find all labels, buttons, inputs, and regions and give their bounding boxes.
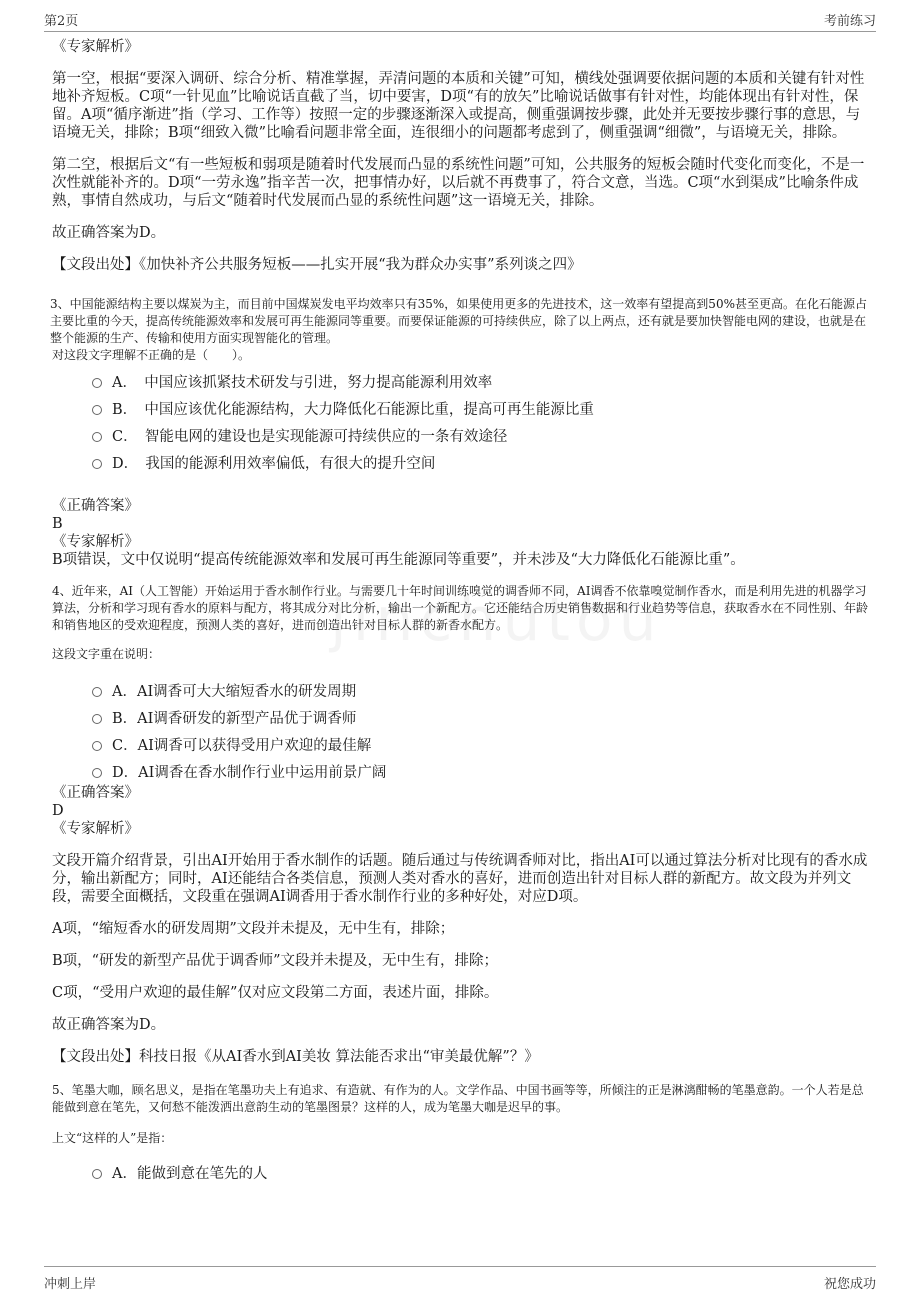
option-label: A．能做到意在笔先的人 (112, 1165, 268, 1182)
q4-analysis-p1: 文段开篇介绍背景，引出AI开始用于香水制作的话题。随后通过与传统调香师对比，指出AI可以通过算法分析对比现有的香水成分，输出新配方；同时，AI还能结合各类信息，预测人类对香水的喜好，进而创造出针对目标人群的新配方。故文段为并列文段，需要全面概括，文段重在强调AI调香用于香水制作行业的多种好处，对应D项。 (52, 853, 868, 905)
q4-source: 【文段出处】科技日报《从AI香水到AI美妆 算法能否求出“审美最优解”？》 (52, 1049, 539, 1065)
option-label: B．AI调香研发的新型产品优于调香师 (112, 710, 357, 727)
q3-option-c[interactable] (92, 426, 872, 444)
q4-analysis-b: B项，“研发的新型产品优于调香师”文段并未提及，无中生有，排除； (52, 953, 498, 969)
q4-answer-label: 《正确答案》 (52, 785, 139, 801)
q3-option-b[interactable] (92, 399, 872, 417)
radio-icon[interactable] (92, 405, 102, 415)
q4-option-d[interactable] (92, 762, 872, 780)
radio-icon[interactable] (92, 459, 102, 469)
page-number: 第2页 (44, 14, 79, 29)
q4-option-b[interactable] (92, 708, 872, 726)
option-label: C．AI调香可以获得受用户欢迎的最佳解 (112, 737, 372, 754)
option-label: C． 智能电网的建设也是实现能源可持续供应的一条有效途径 (112, 428, 508, 445)
radio-icon[interactable] (92, 768, 102, 778)
q4-option-a[interactable] (92, 681, 872, 699)
q5-option-a[interactable] (92, 1163, 872, 1181)
q2-analysis-p1: 第一空，根据“要深入调研、综合分析、精准掌握，弄清问题的本质和关键”可知，横线处强调要依据问题的本质和关键有针对性地补齐短板。C项“一针见血”比喻说话直截了当，切中要害，D项“有的放矢”比喻说话做事有针对性，均能体现出有针对性，保留。A项“循序渐进”指（学习、工作等）按照一定的步骤逐渐深入或提高，侧重强调按步骤，此处并无要按步骤行事的意思，与语境无关，排除；B项“细致入微”比喻看问题非常全面，连很细小的问题都考虑到了，侧重强调“细微”，与语境无关，排除。 (52, 71, 865, 141)
q3-option-d[interactable] (92, 453, 872, 471)
q2-analysis-p2: 第二空，根据后文“有一些短板和弱项是随着时代发展而凸显的系统性问题”可知，公共服务的短板会随时代变化而变化，不是一次性就能补齐的。D项“一劳永逸”指辛苦一次，把事情办好，以后就不再费事了，符合文意，当选。C项“水到渠成”比喻条件成熟，事情自然成功，与后文“随着时代发展而凸显的系统性问题”这一语境无关，排除。 (52, 157, 865, 209)
page-header (44, 8, 876, 32)
q4-question: 这段文字重在说明： (52, 647, 161, 661)
q5-stem: 5、笔墨大咖，顾名思义，是指在笔墨功夫上有追求、有造就、有作为的人。文学作品、中国书画等等，所倾注的正是淋漓酣畅的笔墨意韵。一个人若是总能做到意在笔先，又何愁不能泼洒出意韵生动的笔墨图景？这样的人，成为笔墨大咖是迟早的事。 (52, 1083, 864, 1114)
radio-icon[interactable] (92, 714, 102, 724)
q2-conclusion: 故正确答案为D。 (52, 225, 166, 241)
q4-answer: D (52, 803, 64, 819)
footer-left: 冲刺上岸 (44, 1277, 97, 1292)
page-content (52, 38, 872, 1190)
q5-question: 上文“这样的人”是指： (52, 1131, 173, 1145)
q3-option-a[interactable] (92, 372, 872, 390)
q2-source: 【文段出处】《加快补齐公共服务短板——扎实开展“我为群众办实事”系列谈之四》 (52, 257, 582, 273)
q4-option-c[interactable] (92, 735, 872, 753)
option-label: D．AI调香在香水制作行业中运用前景广阔 (112, 764, 387, 781)
q3-answer: B (52, 516, 63, 532)
option-label: D． 我国的能源利用效率偏低，有很大的提升空间 (112, 455, 436, 472)
q4-conclusion: 故正确答案为D。 (52, 1017, 166, 1033)
q4-analysis-a: A项，“缩短香水的研发周期”文段并未提及，无中生有，排除； (52, 921, 455, 937)
radio-icon[interactable] (92, 687, 102, 697)
q3-answer-label: 《正确答案》 (52, 498, 139, 514)
page-footer (44, 1266, 876, 1292)
q3-analysis: B项错误，文中仅说明“提高传统能源效率和发展可再生能源同等重要”，并未涉及“大力降低化石能源比重”。 (52, 552, 745, 568)
option-label: A． 中国应该抓紧技术研发与引进，努力提高能源利用效率 (112, 374, 493, 391)
q2-analysis-label: 《专家解析》 (52, 39, 139, 55)
option-label: B． 中国应该优化能源结构，大力降低化石能源比重，提高可再生能源比重 (112, 401, 594, 418)
q3-stem: 3、中国能源结构主要以煤炭为主，而目前中国煤炭发电平均效率只有35%，如果使用更多的先进技术，这一效率有望提高到50%甚至更高。在化石能源占主要比重的今天，提高传统能源效率和发展可再生能源同等重要。而要保证能源的可持续供应，除了以上两点，还有就是要加快智能电网的建设，也就是在整个能源的生产、传输和使用方面实现智能化的管理。 (50, 297, 867, 345)
radio-icon[interactable] (92, 378, 102, 388)
q4-stem: 4、近年来，AI（人工智能）开始运用于香水制作行业。与需要几十年时间训练嗅觉的调香师不同，AI调香不依靠嗅觉制作香水，而是利用先进的机器学习算法，分析和学习现有香水的原料与配方，将其成分对比分析，输出一个新配方。它还能结合历史销售数据和行业趋势等信息，获取香水在不同性别、年龄和销售地区的受欢迎程度，预测人类的喜好，进而创造出针对目标人群的新香水配方。 (52, 584, 869, 632)
radio-icon[interactable] (92, 432, 102, 442)
q3-question: 对这段文字理解不正确的是（ ）。 (52, 348, 251, 362)
footer-right: 祝您成功 (823, 1277, 876, 1292)
q4-analysis-c: C项，“受用户欢迎的最佳解”仅对应文段第二方面，表述片面，排除。 (52, 985, 499, 1001)
q4-analysis-label: 《专家解析》 (52, 821, 139, 837)
option-label: A．AI调香可大大缩短香水的研发周期 (112, 683, 357, 700)
radio-icon[interactable] (92, 1169, 102, 1179)
q3-analysis-label: 《专家解析》 (52, 534, 139, 550)
radio-icon[interactable] (92, 741, 102, 751)
header-title: 考前练习 (823, 14, 876, 29)
